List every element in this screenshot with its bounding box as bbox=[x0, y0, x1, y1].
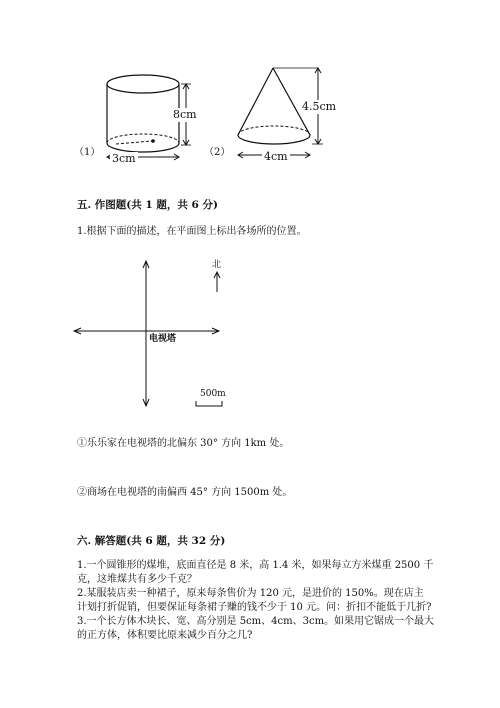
cone-diameter-label: 4cm bbox=[264, 150, 288, 163]
section5-item-2: ②商场在电视塔的南偏西 45° 方向 1500m 处。 bbox=[77, 487, 293, 498]
north-label: 北 bbox=[212, 260, 222, 270]
section6-q1-line2: 克，这堆煤共有多少千克？ bbox=[77, 574, 197, 585]
cylinder-diameter-label: 3cm bbox=[112, 152, 136, 165]
cylinder-height-label: 8cm bbox=[173, 108, 197, 121]
scale-label: 500m bbox=[200, 389, 226, 399]
section6-q2-line1: 2.某服装店卖一种裙子，原来每条售价为 120 元，是进价的 150%。现在店主 bbox=[77, 588, 424, 599]
section6-q3-line1: 3.一个长方体木块长、宽、高分别是 5cm、4cm、3cm。如果用它锯成一个最大 bbox=[77, 616, 435, 627]
cone-figure-label: （2） bbox=[204, 147, 231, 158]
section6-q1-line1: 1.一个圆锥形的煤堆，底面直径是 8 米，高 1.4 米，如果每立方米煤重 2500 千 bbox=[77, 560, 434, 571]
cone-height-label: 4.5cm bbox=[302, 100, 337, 113]
section5-title: 五. 作图题(共 1 题，共 6 分) bbox=[77, 199, 218, 211]
section6-q3-line2: 的正方体，体积要比原来减少百分之几? bbox=[77, 630, 253, 641]
scale-bar bbox=[196, 401, 222, 406]
section6-title: 六. 解答题(共 6 题，共 32 分) bbox=[77, 535, 226, 547]
section6-q2-line2: 计划打折促销，但要保证每条裙子赚的钱不少于 10 元。问：折扣不能低于几折? bbox=[77, 602, 432, 613]
tv-tower-label: 电视塔 bbox=[149, 334, 177, 344]
section5-question: 1.根据下面的描述，在平面图上标出各场所的位置。 bbox=[77, 226, 307, 237]
cylinder-figure-label: （1） bbox=[74, 147, 101, 158]
section5-item-1: ①乐乐家在电视塔的北偏东 30° 方向 1km 处。 bbox=[77, 438, 290, 449]
